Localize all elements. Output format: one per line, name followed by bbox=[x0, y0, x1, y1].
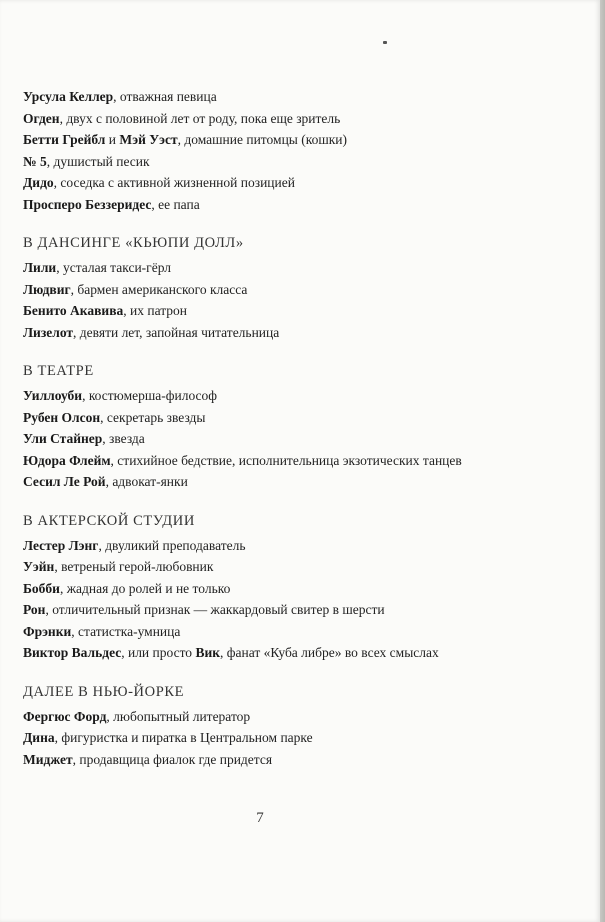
character-description: , статистка-умница bbox=[71, 623, 181, 639]
character-name: Фергюс Форд bbox=[23, 708, 107, 724]
cast-entry bbox=[23, 578, 583, 600]
cast-entry bbox=[23, 621, 583, 643]
character-name: Виктор Вальдес bbox=[23, 645, 122, 660]
character-description: , жадная до ролей и не только bbox=[59, 580, 231, 596]
page-speck bbox=[383, 41, 387, 44]
character-description: , продавщица фиалок где придется bbox=[72, 751, 273, 767]
character-name: Лестер Лэнг bbox=[23, 537, 99, 553]
character-name: № 5 bbox=[23, 153, 47, 169]
cast-entry bbox=[23, 428, 583, 450]
cast-entry bbox=[23, 108, 583, 130]
cast-section bbox=[23, 510, 583, 664]
character-description: , отважная певица bbox=[113, 89, 217, 104]
character-name: Бенито Акавива bbox=[23, 303, 124, 318]
character-name: Просперо Беззеридес bbox=[23, 196, 152, 212]
character-description: , секретарь звезды bbox=[100, 409, 206, 425]
cast-entry bbox=[23, 535, 583, 557]
cast-section bbox=[23, 360, 583, 493]
cast-entry bbox=[23, 556, 583, 578]
cast-section bbox=[23, 681, 583, 771]
cast-entry bbox=[23, 257, 583, 279]
character-description: , девяти лет, запойная читательница bbox=[73, 324, 280, 340]
character-description: , костюмерша-философ bbox=[82, 388, 218, 403]
cast-entry bbox=[23, 450, 583, 472]
character-description: , двух с половиной лет от роду, пока еще зритель bbox=[59, 110, 341, 126]
character-name: Сесил Ле Рой bbox=[23, 474, 106, 489]
name-connector: , или просто bbox=[121, 645, 196, 660]
cast-entry bbox=[23, 749, 583, 771]
page-number: 7 bbox=[256, 810, 264, 826]
character-name: Уэйн bbox=[23, 559, 55, 574]
character-description: , их патрон bbox=[123, 303, 188, 318]
character-name-secondary: Мэй Уэст bbox=[119, 132, 178, 147]
character-name: Бетти Грейбл bbox=[23, 132, 106, 147]
character-description: , фанат «Куба либре» во всех смыслах bbox=[220, 645, 439, 660]
character-name: Лизелот bbox=[23, 324, 74, 340]
cast-entry bbox=[23, 279, 583, 301]
cast-entry bbox=[23, 471, 583, 493]
section-title: В ДАНСИНГЕ «КЬЮПИ ДОЛЛ» bbox=[23, 235, 244, 251]
page-edge bbox=[600, 0, 605, 922]
cast-list bbox=[23, 86, 583, 770]
character-name: Дина bbox=[23, 730, 55, 745]
cast-entry bbox=[23, 407, 583, 429]
intro-group bbox=[23, 86, 583, 215]
character-description: , ветреный герой-любовник bbox=[54, 559, 214, 574]
character-description: , отличительный признак — жаккардовый свитер в шерсти bbox=[45, 602, 385, 617]
character-name: Уиллоуби bbox=[23, 388, 83, 403]
character-description: , фигуристка и пиратка в Центральном парке bbox=[54, 730, 313, 745]
name-connector: и bbox=[105, 132, 120, 147]
character-description: , адвокат-янки bbox=[105, 474, 188, 489]
character-description: , бармен американского класса bbox=[70, 281, 248, 297]
character-name: Юдора Флейм bbox=[23, 452, 111, 468]
character-name: Миджет bbox=[23, 751, 73, 767]
character-description: , соседка с активной жизненной позицией bbox=[53, 175, 295, 190]
character-name: Урсула Келлер bbox=[23, 89, 114, 104]
cast-entry bbox=[23, 385, 583, 407]
section-title: ДАЛЕЕ В НЬЮ-ЙОРКЕ bbox=[23, 683, 185, 700]
character-name: Лили bbox=[23, 260, 57, 275]
character-description: , двуликий преподаватель bbox=[98, 537, 246, 553]
character-name: Огден bbox=[23, 110, 60, 126]
character-description: , усталая такси-гёрл bbox=[56, 260, 172, 275]
character-description: , стихийное бедствие, исполнительница экзотических танцев bbox=[110, 452, 462, 468]
sections-group bbox=[23, 232, 583, 770]
cast-entry bbox=[23, 706, 583, 728]
cast-entry bbox=[23, 151, 583, 173]
character-description: , ее папа bbox=[151, 196, 200, 212]
character-description: , любопытный литератор bbox=[106, 708, 251, 724]
character-name: Рубен Олсон bbox=[23, 409, 101, 425]
character-name: Людвиг bbox=[23, 281, 71, 297]
character-name: Бобби bbox=[23, 580, 60, 596]
section-title: В АКТЕРСКОЙ СТУДИИ bbox=[23, 512, 195, 529]
character-description: , звезда bbox=[102, 431, 145, 446]
cast-entry bbox=[23, 172, 583, 194]
character-name: Дидо bbox=[23, 175, 54, 190]
section-title: В ТЕАТРЕ bbox=[23, 363, 94, 379]
character-name-secondary: Вик bbox=[195, 645, 220, 660]
cast-section bbox=[23, 232, 583, 343]
cast-entry bbox=[23, 86, 583, 108]
character-name: Рон bbox=[23, 602, 46, 617]
cast-entry bbox=[23, 642, 583, 664]
cast-entry bbox=[23, 300, 583, 322]
cast-entry bbox=[23, 727, 583, 749]
cast-entry bbox=[23, 194, 583, 216]
cast-entry bbox=[23, 322, 583, 344]
character-name: Фрэнки bbox=[23, 623, 72, 639]
cast-entry bbox=[23, 129, 583, 151]
character-name: Ули Стайнер bbox=[23, 431, 103, 446]
cast-entry bbox=[23, 599, 583, 621]
character-description: , домашние питомцы (кошки) bbox=[177, 132, 348, 147]
character-description: , душистый песик bbox=[46, 153, 150, 169]
